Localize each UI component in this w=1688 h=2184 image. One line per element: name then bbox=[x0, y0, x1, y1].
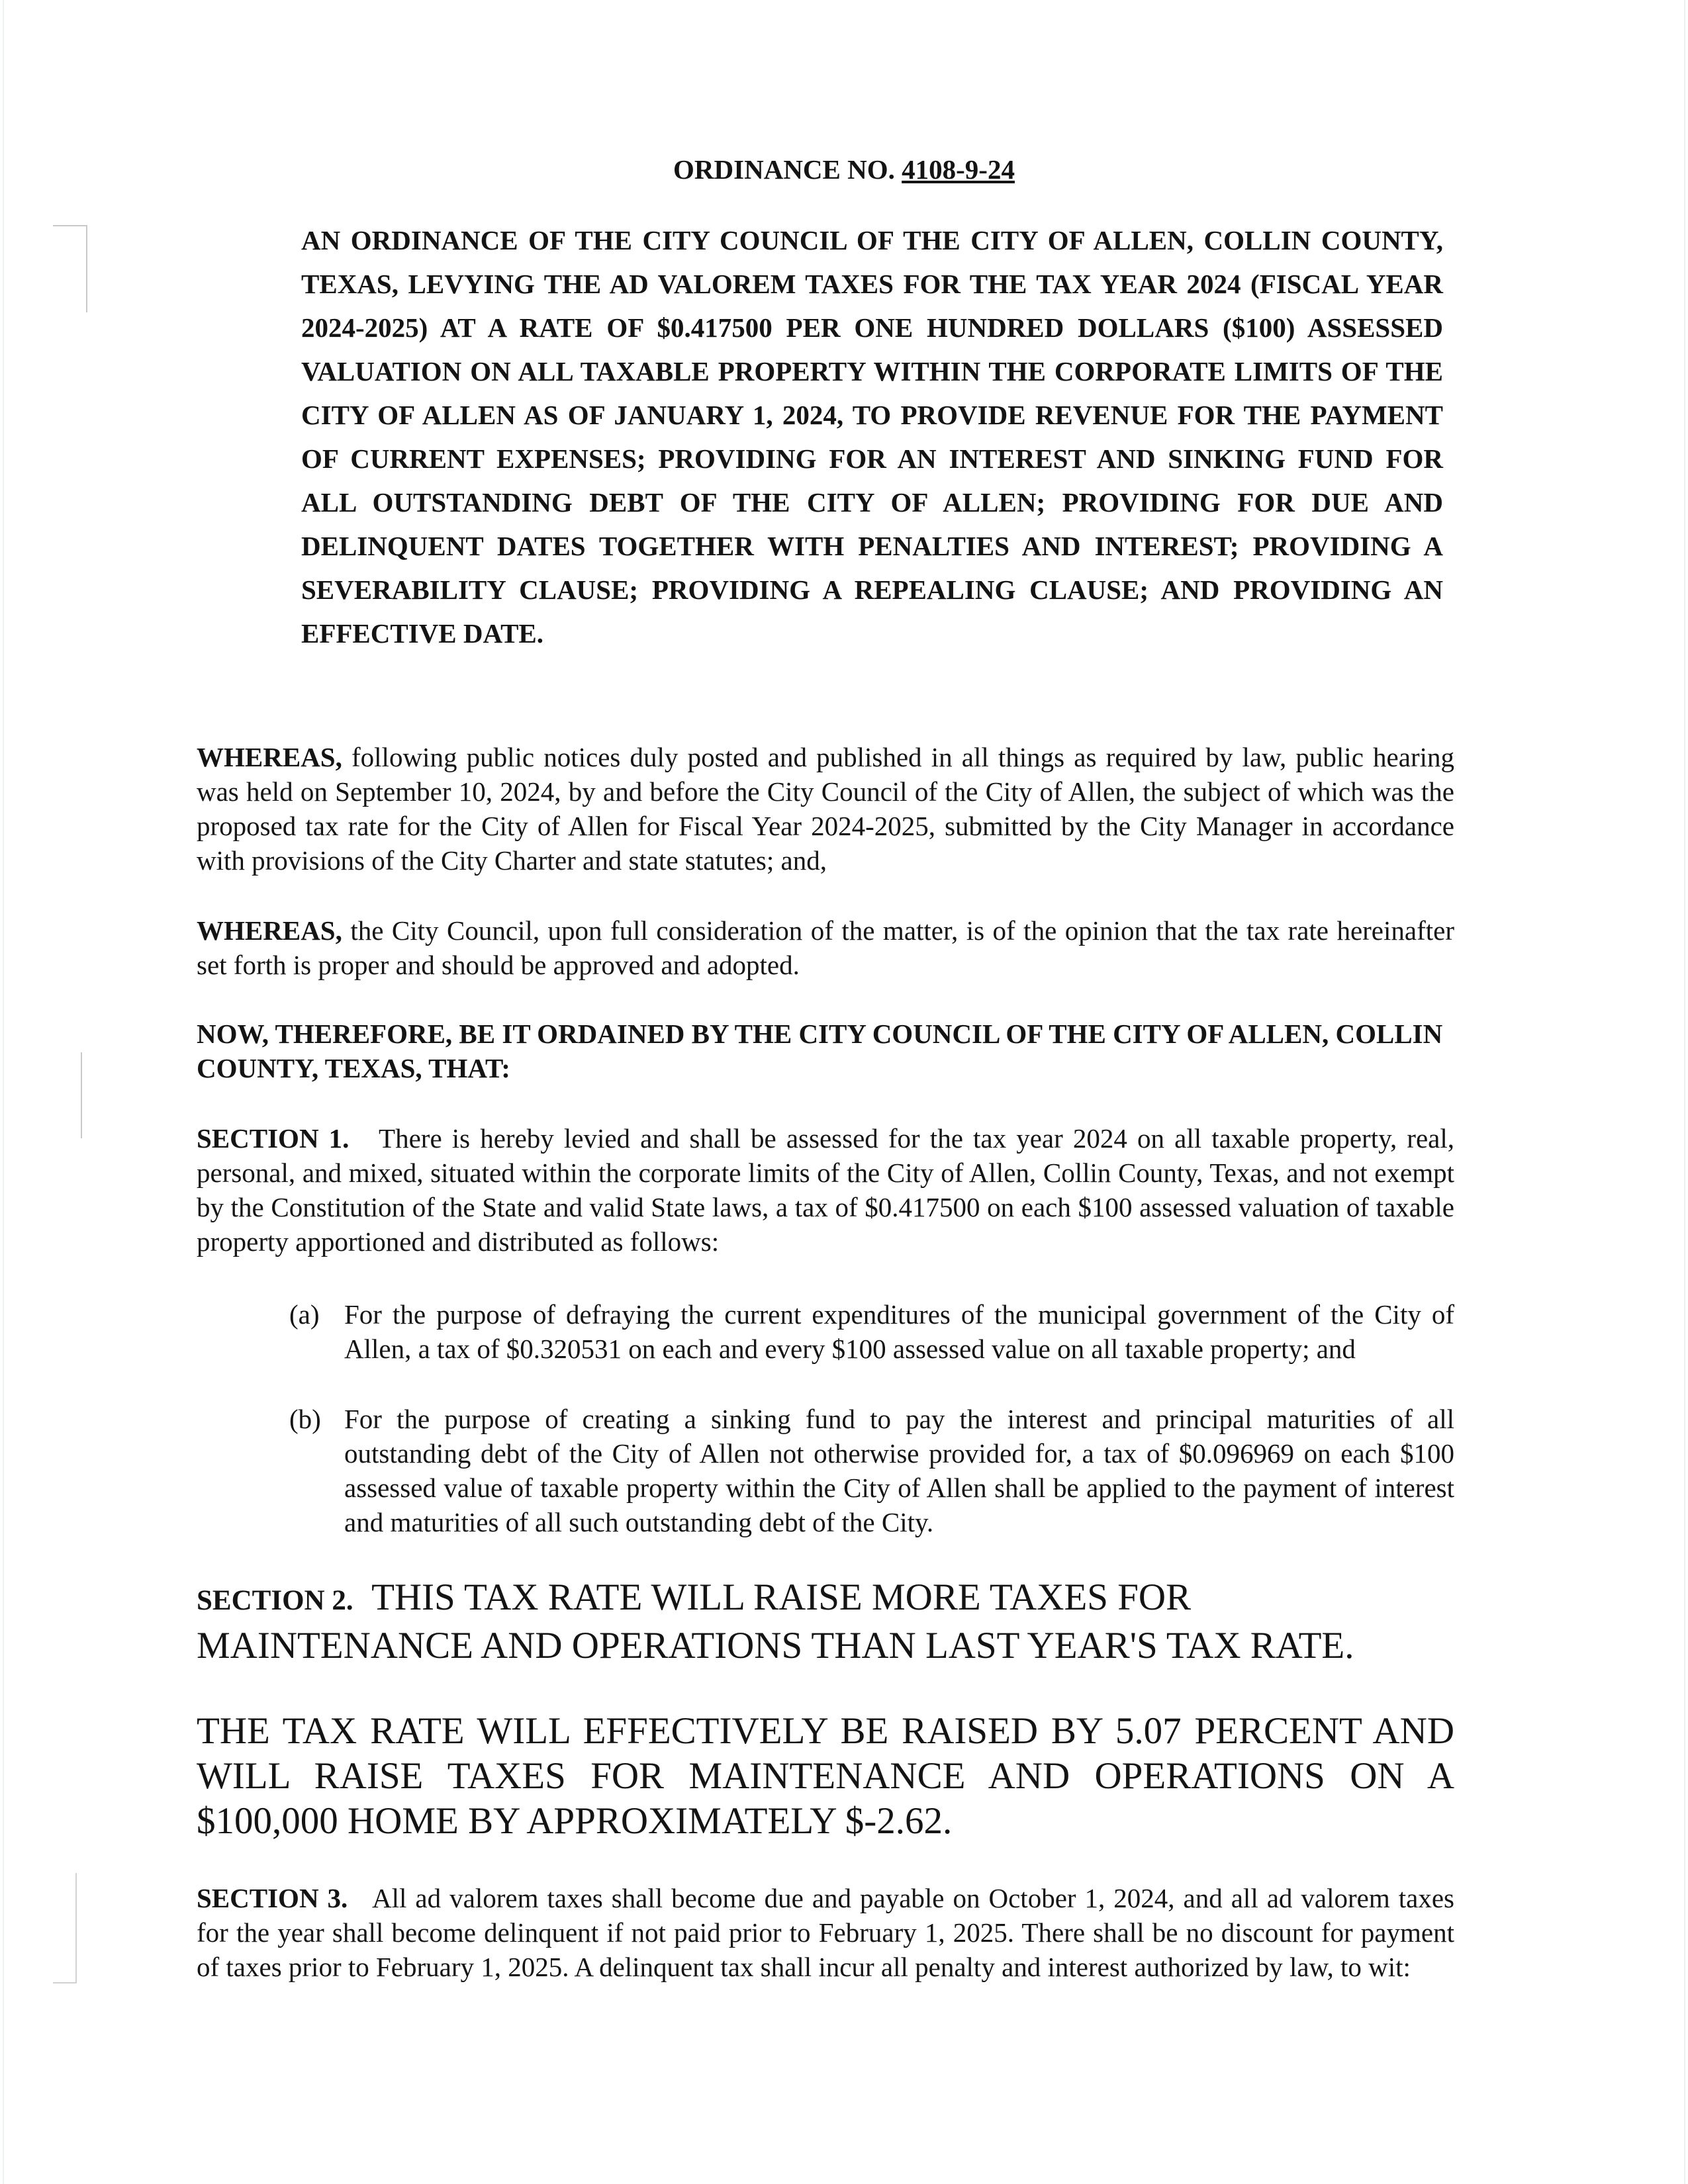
section-3-label: SECTION 3. bbox=[197, 1883, 348, 1913]
scan-bracket-mark bbox=[53, 1873, 77, 1983]
whereas-label: WHEREAS, bbox=[197, 915, 342, 946]
whereas-label: WHEREAS, bbox=[197, 742, 342, 772]
section-1-item-b bbox=[289, 1402, 1454, 1539]
item-letter: (b) bbox=[289, 1404, 321, 1434]
scan-bracket-mark bbox=[53, 225, 87, 312]
scan-edge-right bbox=[1684, 0, 1685, 2184]
item-text: For the purpose of defraying the current expenditures of the municipal government of the City of Allen, a tax of $0.320531 on each and every $100 assessed value on all taxable property; and bbox=[344, 1299, 1454, 1364]
ordinance-prefix: ORDINANCE NO. bbox=[673, 154, 895, 185]
section-2-rate-notice: THE TAX RATE WILL EFFECTIVELY BE RAISED BY 5.07 PERCENT AND WILL RAISE TAXES FOR MAINTENANCE AND OPERATIONS ON A $100,000 HOME BY APPROXIMATELY $-2.62. bbox=[197, 1710, 1454, 1842]
section-1-text: There is hereby levied and shall be assessed for the tax year 2024 on all taxable property, real, personal, and mixed, situated within the corporate limits of the City of Allen, Collin County, Texas, and not exempt by the Constitution of the State and valid State laws, a tax of $0.417500 on each $100 assessed valuation of taxable property apportioned and distributed as follows: bbox=[197, 1123, 1454, 1257]
whereas-paragraph-2 bbox=[197, 913, 1454, 982]
ordinance-title bbox=[0, 154, 1688, 185]
section-2-label: SECTION 2. bbox=[197, 1585, 353, 1616]
whereas-text: the City Council, upon full consideration of the matter, is of the opinion that the tax rate hereinafter set forth is proper and should be approved and adopted. bbox=[197, 915, 1454, 980]
section-2-paragraph bbox=[197, 1575, 1454, 1668]
now-therefore-clause: NOW, THEREFORE, BE IT ORDAINED BY THE CITY COUNCIL OF THE CITY OF ALLEN, COLLIN COUNTY, TEXAS, THAT: bbox=[197, 1019, 1443, 1083]
section-1-item-a bbox=[289, 1297, 1454, 1366]
whereas-paragraph-1 bbox=[197, 740, 1454, 878]
section-1-label: SECTION 1. bbox=[197, 1123, 350, 1154]
item-letter: (a) bbox=[289, 1299, 320, 1330]
section-3-text: All ad valorem taxes shall become due and payable on October 1, 2024, and all ad valorem taxes for the year shall become delinquent if not paid prior to February 1, 2025. There shall be no discount for payment of taxes prior to February 1, 2025. A delinquent tax shall incur all penalty and interest authorized by law, to wit: bbox=[197, 1883, 1454, 1982]
item-text: For the purpose of creating a sinking fund to pay the interest and principal maturities of all outstanding debt of the City of Allen not otherwise provided for, a tax of $0.096969 on each $100 assessed value of taxable property within the City of Allen shall be applied to the payment of interest and maturities of all such outstanding debt of the City. bbox=[344, 1404, 1454, 1537]
ordinance-caption: AN ORDINANCE OF THE CITY COUNCIL OF THE CITY OF ALLEN, COLLIN COUNTY, TEXAS, LEVYING THE AD VALOREM TAXES FOR THE TAX YEAR 2024 (FISCAL YEAR 2024-2025) AT A RATE OF $0.417500 PER ONE HUNDRED DOLLARS ($100) ASSESSED VALUATION ON ALL TAXABLE PROPERTY WITHIN THE CORPORATE LIMITS OF THE CITY OF ALLEN AS OF JANUARY 1, 2024, TO PROVIDE REVENUE FOR THE PAYMENT OF CURRENT EXPENSES; PROVIDING FOR AN INTEREST AND SINKING FUND FOR ALL OUTSTANDING DEBT OF THE CITY OF ALLEN; PROVIDING FOR DUE AND DELINQUENT DATES TOGETHER WITH PENALTIES AND INTEREST; PROVIDING A SEVERABILITY CLAUSE; PROVIDING A REPEALING CLAUSE; AND PROVIDING AN EFFECTIVE DATE. bbox=[301, 225, 1443, 649]
whereas-text: following public notices duly posted and published in all things as required by law, public hearing was held on September 10, 2024, by and before the City Council of the City of Allen, the subject of which was the proposed tax rate for the City of Allen for Fiscal Year 2024-2025, submitted by the City Manager in accordance with provisions of the City Charter and state statutes; and, bbox=[197, 742, 1454, 876]
scan-bracket-mark bbox=[81, 1052, 82, 1138]
ordinance-number: 4108-9-24 bbox=[902, 154, 1015, 185]
section-2-text: THIS TAX RATE WILL RAISE MORE TAXES FOR MAINTENANCE AND OPERATIONS THAN LAST YEAR'S TAX RATE. bbox=[197, 1576, 1354, 1666]
section-3-paragraph bbox=[197, 1881, 1454, 1984]
section-1-paragraph bbox=[197, 1121, 1454, 1259]
scan-edge-left bbox=[3, 0, 4, 2184]
